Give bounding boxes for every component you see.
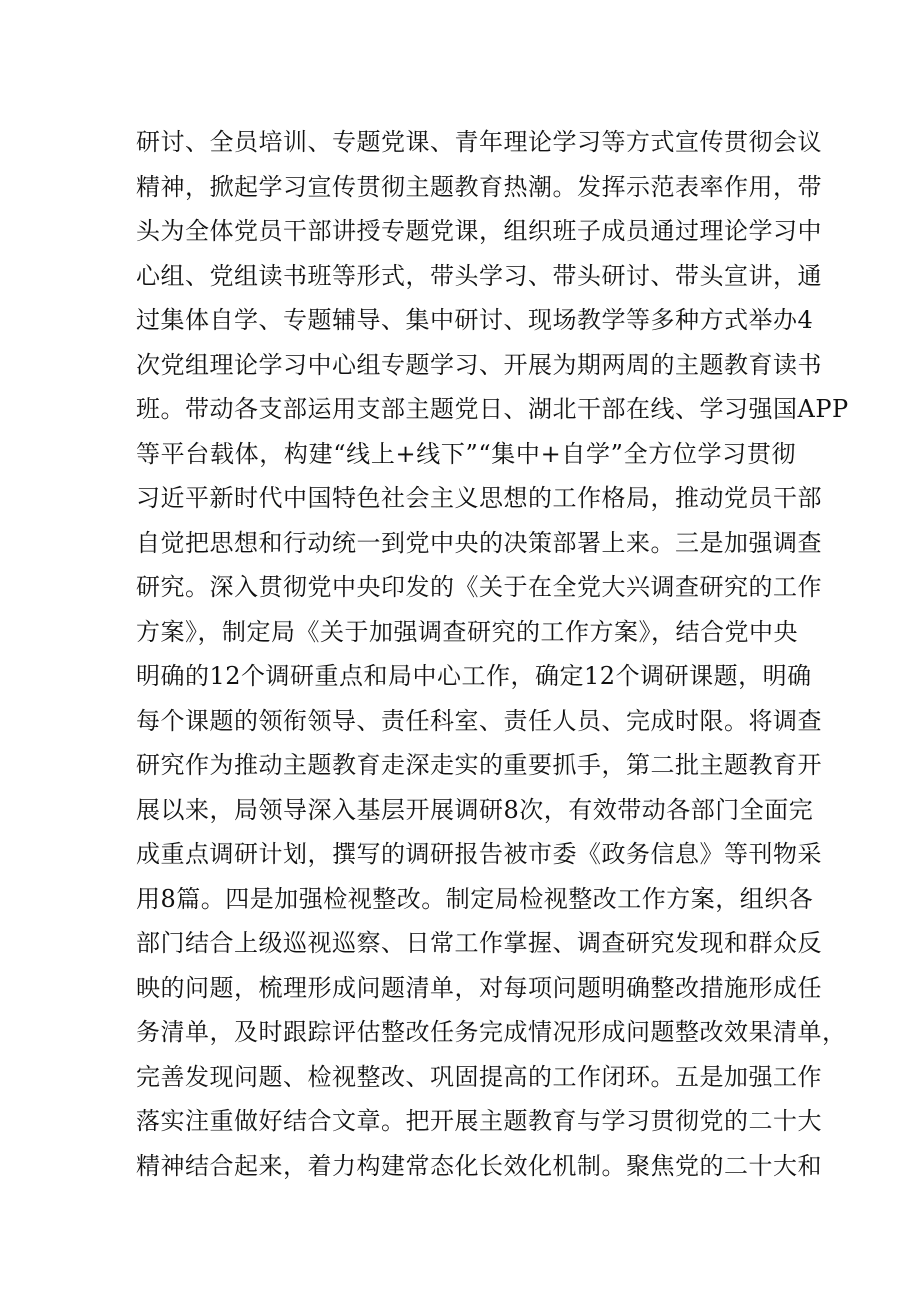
text-line: 心组、党组读书班等形式，带头学习、带头研讨、带头宣讲，通 <box>136 261 822 290</box>
text-line: 等平台载体，构建“线上+线下”“集中+自学”全方位学习贯彻 <box>136 439 796 468</box>
text-line: 精神结合起来，着力构建常态化长效化机制。聚焦党的二十大和 <box>136 1151 822 1180</box>
text-line: 次党组理论学习中心组专题学习、开展为期两周的主题教育读书 <box>136 350 822 379</box>
text-line: 研究。深入贯彻党中央印发的《关于在全党大兴调查研究的工作 <box>136 573 822 601</box>
text-line: 研究作为推动主题教育走深走实的重要抓手，第二批主题教育开 <box>136 751 822 779</box>
text-line: 落实注重做好结合文章。把开展主题教育与学习贯彻党的二十大 <box>136 1107 822 1135</box>
text-line: 精神，掀起学习宣传贯彻主题教育热潮。发挥示范表率作用，带 <box>136 172 822 201</box>
text-line: 方案》，制定局《关于加强调查研究的工作方案》，结合党中央 <box>136 617 798 646</box>
text-line: 务清单，及时跟踪评估整改任务完成情况形成问题整改效果清单， <box>136 1018 847 1046</box>
document-body-text <box>136 120 849 1188</box>
text-line: 成重点调研计划，撰写的调研报告被市委《政务信息》等刊物采 <box>136 840 822 868</box>
text-line: 头为全体党员干部讲授专题党课，组织班子成员通过理论学习中 <box>136 217 822 245</box>
text-line: 部门结合上级巡视巡察、日常工作掌握、调查研究发现和群众反 <box>136 929 822 957</box>
text-line: 展以来，局领导深入基层开展调研8次，有效带动各部门全面完 <box>136 795 814 824</box>
text-line: 习近平新时代中国特色社会主义思想的工作格局，推动党员干部 <box>136 484 822 512</box>
text-line: 用8篇。四是加强检视整改。制定局检视整改工作方案，组织各 <box>136 884 814 913</box>
text-line: 研讨、全员培训、专题党课、青年理论学习等方式宣传贯彻会议 <box>136 128 822 156</box>
text-line: 完善发现问题、检视整改、巩固提高的工作闭环。五是加强工作 <box>136 1062 822 1091</box>
text-line: 自觉把思想和行动统一到党中央的决策部署上来。三是加强调查 <box>136 528 822 557</box>
text-line: 映的问题，梳理形成问题清单，对每项问题明确整改措施形成任 <box>136 973 822 1002</box>
text-line: 明确的12个调研重点和局中心工作，确定12个调研课题，明确 <box>136 662 812 690</box>
text-line: 每个课题的领衔领导、责任科室、责任人员、完成时限。将调查 <box>136 706 822 735</box>
text-line: 过集体自学、专题辅导、集中研讨、现场教学等多种方式举办4 <box>136 306 814 334</box>
text-line: 班。带动各支部运用支部主题党日、湖北干部在线、学习强国APP <box>136 395 849 423</box>
